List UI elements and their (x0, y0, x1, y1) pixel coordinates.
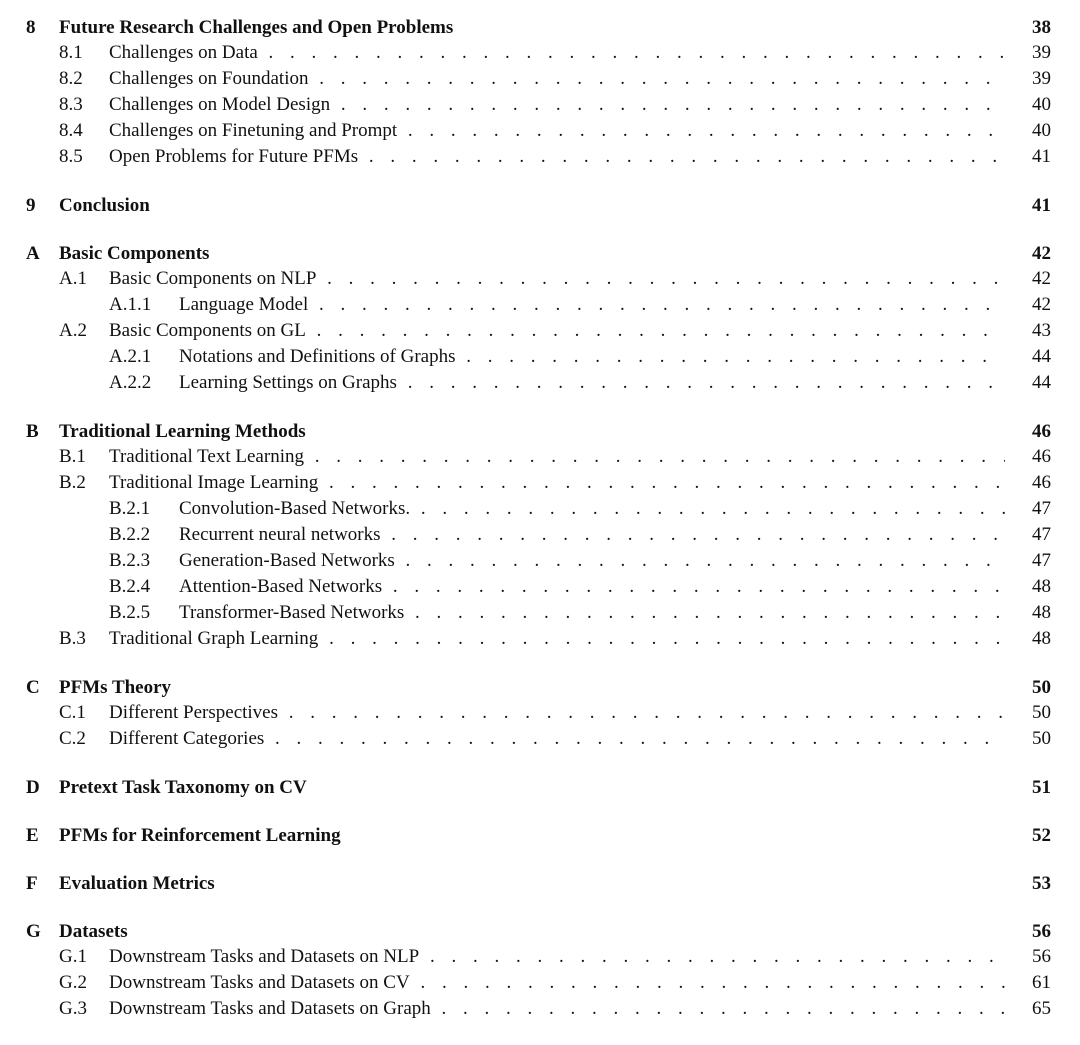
entry-page-number: 48 (1032, 600, 1051, 626)
section-number: 8 (26, 17, 36, 38)
section-gap (0, 170, 1080, 194)
entry-title: Challenges on Model Design . . . (109, 92, 1005, 118)
toc-subsubsection-entry[interactable] (0, 344, 1080, 370)
entry-page-number: 65 (1032, 996, 1051, 1022)
entry-number: 8.5 (59, 146, 83, 167)
toc-subsubsection-entry[interactable] (0, 496, 1080, 522)
entry-title: Challenges on Data . . . (109, 40, 1005, 66)
toc-subsection-entry[interactable] (0, 144, 1080, 170)
entry-page-number: 43 (1032, 318, 1051, 344)
entry-number: G.2 (59, 972, 87, 993)
entry-title: Learning Settings on Graphs . . . (179, 370, 1005, 396)
entry-page-number: 46 (1032, 470, 1051, 496)
toc-subsubsection-entry[interactable] (0, 548, 1080, 574)
section-page-number: 50 (1032, 677, 1051, 698)
toc-subsection-entry[interactable] (0, 726, 1080, 752)
toc-section-heading[interactable] (0, 776, 1080, 800)
entry-page-number: 61 (1032, 970, 1051, 996)
entry-number: B.3 (59, 628, 86, 649)
section-number: D (26, 777, 40, 798)
toc-subsection-entry[interactable] (0, 700, 1080, 726)
section-page-number: 38 (1032, 17, 1051, 38)
toc-section-heading[interactable] (0, 16, 1080, 40)
entry-page-number: 47 (1032, 522, 1051, 548)
toc-subsection-entry[interactable] (0, 92, 1080, 118)
section-number: 9 (26, 195, 36, 216)
section-title: PFMs for Reinforcement Learning (59, 825, 341, 846)
entry-title: Downstream Tasks and Datasets on Graph . . . (109, 996, 1005, 1022)
entry-number: B.2.1 (109, 498, 151, 519)
section-gap (0, 218, 1080, 242)
section-title: Pretext Task Taxonomy on CV (59, 777, 307, 798)
entry-number: G.1 (59, 946, 87, 967)
toc-section-heading[interactable] (0, 242, 1080, 266)
entry-number: B.2.3 (109, 550, 151, 571)
section-title: Basic Components (59, 243, 210, 264)
entry-page-number: 42 (1032, 266, 1051, 292)
entry-number: C.2 (59, 728, 86, 749)
toc-subsection-entry[interactable] (0, 318, 1080, 344)
entry-title: Downstream Tasks and Datasets on CV . . . (109, 970, 1005, 996)
entry-page-number: 47 (1032, 496, 1051, 522)
entry-page-number: 46 (1032, 444, 1051, 470)
section-gap (0, 396, 1080, 420)
entry-page-number: 48 (1032, 626, 1051, 652)
toc-subsection-entry[interactable] (0, 266, 1080, 292)
entry-title: Attention-Based Networks . . . (179, 574, 1005, 600)
section-number: B (26, 421, 39, 442)
entry-title: Different Categories . . . (109, 726, 1005, 752)
section-number: E (26, 825, 39, 846)
entry-title: Language Model . . . (179, 292, 1005, 318)
entry-page-number: 42 (1032, 292, 1051, 318)
entry-page-number: 41 (1032, 144, 1051, 170)
entry-title: Notations and Definitions of Graphs . . . (179, 344, 1005, 370)
toc-section-heading[interactable] (0, 676, 1080, 700)
section-number: C (26, 677, 40, 698)
toc-section-heading[interactable] (0, 872, 1080, 896)
toc-subsection-entry[interactable] (0, 470, 1080, 496)
entry-title: Different Perspectives . . . (109, 700, 1005, 726)
toc-section-heading[interactable] (0, 420, 1080, 444)
toc-subsection-entry[interactable] (0, 40, 1080, 66)
entry-number: A.2 (59, 320, 87, 341)
entry-title: Traditional Image Learning . . . (109, 470, 1005, 496)
entry-page-number: 40 (1032, 118, 1051, 144)
toc-subsection-entry[interactable] (0, 944, 1080, 970)
table-of-contents (0, 16, 1080, 1022)
toc-subsubsection-entry[interactable] (0, 292, 1080, 318)
entry-page-number: 56 (1032, 944, 1051, 970)
section-title: PFMs Theory (59, 677, 172, 698)
entry-page-number: 48 (1032, 574, 1051, 600)
toc-subsection-entry[interactable] (0, 970, 1080, 996)
entry-page-number: 44 (1032, 370, 1051, 396)
entry-number: A.2.2 (109, 372, 152, 393)
toc-section-heading[interactable] (0, 194, 1080, 218)
entry-page-number: 39 (1032, 40, 1051, 66)
section-number: G (26, 921, 41, 942)
entry-number: B.2.4 (109, 576, 151, 597)
entry-number: B.2.5 (109, 602, 151, 623)
section-gap (0, 848, 1080, 872)
entry-number: G.3 (59, 998, 87, 1019)
section-title: Datasets (59, 921, 128, 942)
section-title: Conclusion (59, 195, 150, 216)
toc-subsubsection-entry[interactable] (0, 370, 1080, 396)
section-gap (0, 752, 1080, 776)
toc-subsection-entry[interactable] (0, 626, 1080, 652)
toc-subsubsection-entry[interactable] (0, 522, 1080, 548)
toc-subsubsection-entry[interactable] (0, 600, 1080, 626)
toc-subsection-entry[interactable] (0, 996, 1080, 1022)
section-number: F (26, 873, 38, 894)
entry-title: Traditional Graph Learning . . . (109, 626, 1005, 652)
entry-title: Generation-Based Networks . . . (179, 548, 1005, 574)
entry-number: A.1 (59, 268, 87, 289)
entry-title: Traditional Text Learning . . . (109, 444, 1005, 470)
section-page-number: 46 (1032, 421, 1051, 442)
entry-title: Basic Components on GL . . . (109, 318, 1005, 344)
entry-title: Downstream Tasks and Datasets on NLP . . . (109, 944, 1005, 970)
entry-title: Challenges on Foundation . . . (109, 66, 1005, 92)
entry-title: Basic Components on NLP . . . (109, 266, 1005, 292)
entry-page-number: 39 (1032, 66, 1051, 92)
toc-section-heading[interactable] (0, 824, 1080, 848)
section-page-number: 53 (1032, 873, 1051, 894)
section-page-number: 42 (1032, 243, 1051, 264)
section-page-number: 56 (1032, 921, 1051, 942)
section-gap (0, 800, 1080, 824)
entry-number: 8.3 (59, 94, 83, 115)
section-page-number: 51 (1032, 777, 1051, 798)
entry-number: 8.1 (59, 42, 83, 63)
entry-number: B.2.2 (109, 524, 151, 545)
section-title: Future Research Challenges and Open Problems (59, 17, 454, 38)
entry-title: Convolution-Based Networks. . . . (179, 496, 1005, 522)
entry-number: C.1 (59, 702, 86, 723)
entry-page-number: 44 (1032, 344, 1051, 370)
entry-title: Recurrent neural networks . . . (179, 522, 1005, 548)
toc-subsection-entry[interactable] (0, 118, 1080, 144)
toc-subsection-entry[interactable] (0, 444, 1080, 470)
entry-number: 8.4 (59, 120, 83, 141)
section-page-number: 41 (1032, 195, 1051, 216)
entry-page-number: 47 (1032, 548, 1051, 574)
entry-number: B.1 (59, 446, 86, 467)
toc-subsection-entry[interactable] (0, 66, 1080, 92)
entry-page-number: 50 (1032, 726, 1051, 752)
entry-number: A.1.1 (109, 294, 152, 315)
section-number: A (26, 243, 40, 264)
section-gap (0, 896, 1080, 920)
section-title: Evaluation Metrics (59, 873, 215, 894)
section-page-number: 52 (1032, 825, 1051, 846)
entry-page-number: 40 (1032, 92, 1051, 118)
entry-title: Challenges on Finetuning and Prompt . . . (109, 118, 1005, 144)
section-title: Traditional Learning Methods (59, 421, 306, 442)
entry-page-number: 50 (1032, 700, 1051, 726)
entry-number: B.2 (59, 472, 86, 493)
toc-subsubsection-entry[interactable] (0, 574, 1080, 600)
section-gap (0, 652, 1080, 676)
entry-title: Open Problems for Future PFMs . . . (109, 144, 1005, 170)
entry-title: Transformer-Based Networks . . . (179, 600, 1005, 626)
entry-number: 8.2 (59, 68, 83, 89)
entry-number: A.2.1 (109, 346, 152, 367)
toc-section-heading[interactable] (0, 920, 1080, 944)
